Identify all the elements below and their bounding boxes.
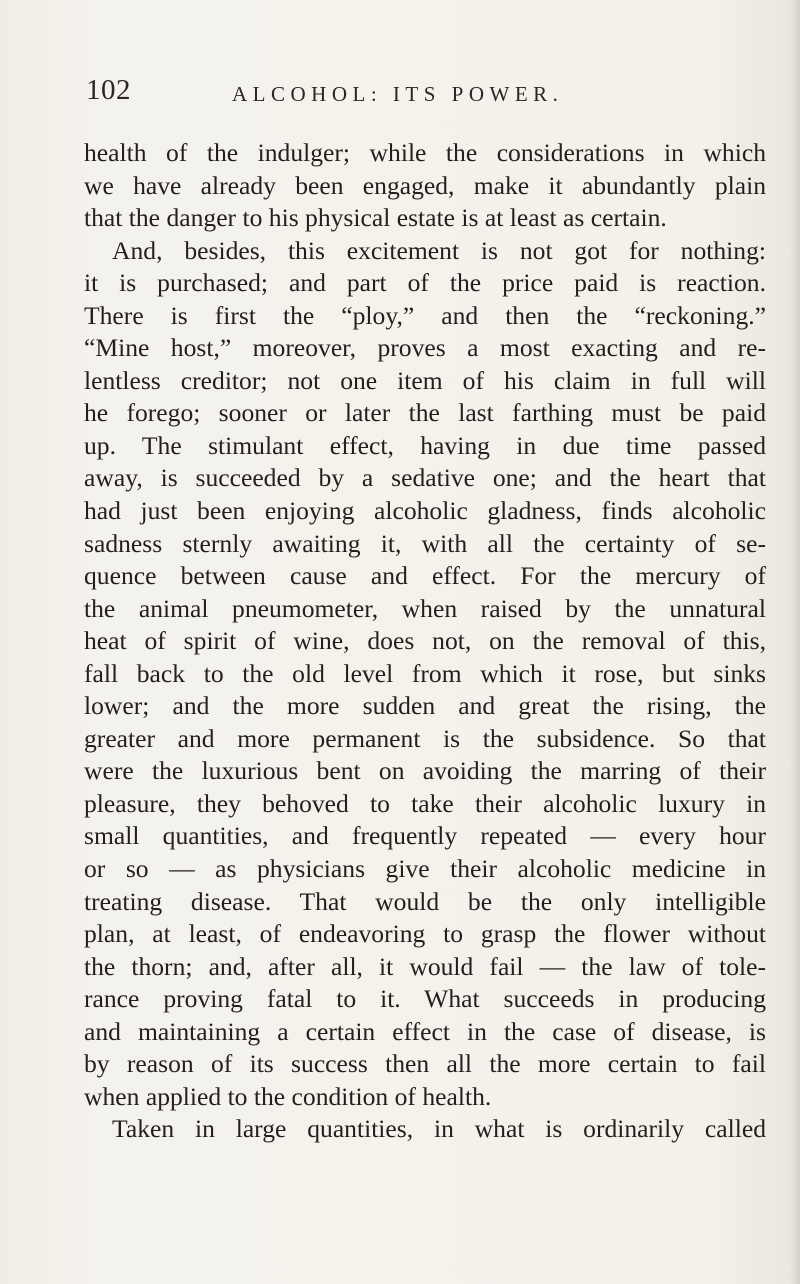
text-line: were the luxurious bent on avoiding the marring of their <box>84 756 766 786</box>
text-line: fall back to the old level from which it rose, but sinks <box>84 658 766 688</box>
text-line: rance proving fatal to it. What succeeds in producing <box>84 984 766 1014</box>
text-line: the animal pneumometer, when raised by the unnatural <box>84 593 766 623</box>
text-line: greater and more permanent is the subsidence. So that <box>84 723 766 753</box>
text-line: lentless creditor; not one item of his claim in full will <box>84 365 766 395</box>
text-line: There is first the “ploy,” and then the “reckoning.” <box>84 300 766 330</box>
page-number: 102 <box>86 74 131 106</box>
text-line: heat of spirit of wine, does not, on the removal of this, <box>84 626 766 656</box>
text-line: or so — as physicians give their alcoholic medicine in <box>84 854 766 884</box>
text-line: had just been enjoying alcoholic gladness, finds alcoholic <box>84 496 766 526</box>
text-line: away, is succeeded by a sedative one; and the heart that <box>84 463 766 493</box>
page-header <box>86 74 776 114</box>
text-line: pleasure, they behoved to take their alcoholic luxury in <box>84 788 766 818</box>
text-line: Taken in large quantities, in what is ordinarily called <box>112 1114 766 1144</box>
text-line: he forego; sooner or later the last farthing must be paid <box>84 398 766 428</box>
page-edge-shadow <box>790 0 800 1284</box>
text-line: by reason of its success then all the more certain to fail <box>84 1049 766 1079</box>
text-line: treating disease. That would be the only intelligible <box>84 886 766 916</box>
text-line: we have already been engaged, make it abundantly plain <box>84 170 766 200</box>
text-line: “Mine host,” moreover, proves a most exacting and re- <box>84 333 766 363</box>
text-line: that the danger to his physical estate is at least as certain. <box>84 203 667 233</box>
text-line: plan, at least, of endeavoring to grasp the flower without <box>84 919 766 949</box>
text-line: small quantities, and frequently repeated — every hour <box>84 821 766 851</box>
text-line: lower; and the more sudden and great the rising, the <box>84 691 766 721</box>
text-line: up. The stimulant effect, having in due time passed <box>84 430 766 460</box>
text-line: And, besides, this excitement is not got for nothing: <box>112 235 766 265</box>
running-head: ALCOHOL: ITS POWER. <box>232 82 564 106</box>
text-line: the thorn; and, after all, it would fail — the law of tole- <box>84 951 766 981</box>
text-line: and maintaining a certain effect in the case of disease, is <box>84 1016 766 1046</box>
text-line: it is purchased; and part of the price paid is reaction. <box>84 268 766 298</box>
text-line: sadness sternly awaiting it, with all the certainty of se- <box>84 528 766 558</box>
text-line: quence between cause and effect. For the mercury of <box>84 561 766 591</box>
body-text <box>84 137 766 1146</box>
text-line: health of the indulger; while the considerations in which <box>84 138 766 167</box>
text-line: when applied to the condition of health. <box>84 1081 492 1111</box>
